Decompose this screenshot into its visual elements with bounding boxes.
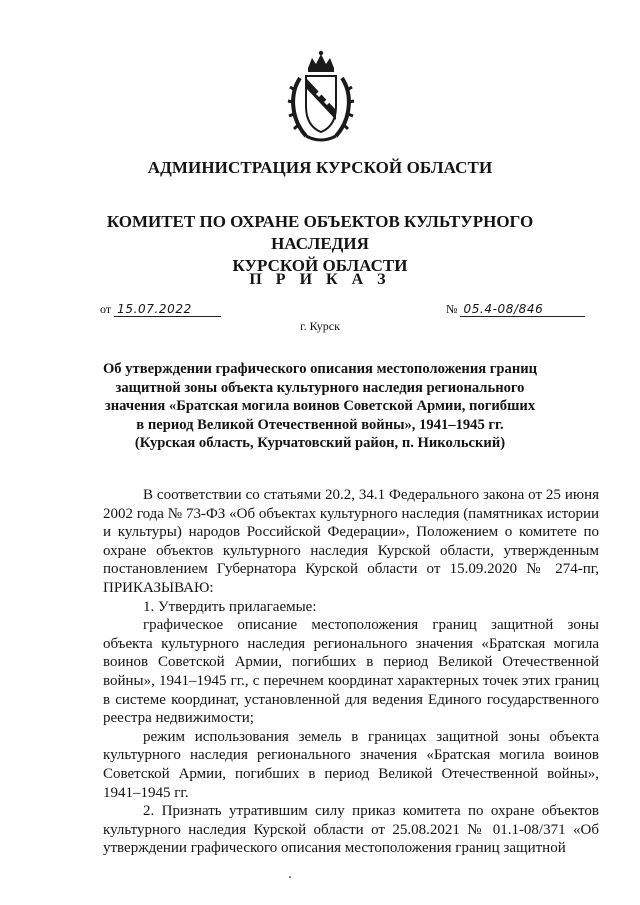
- body-paragraph: графическое описание местоположения границ защитной зоны объекта культурного наследия регионального значения «Братская могила воинов Советской Армии, погибших в период Великой Отечественной войны», 1941–1945 гг., с перечнем координат характерных точек этих границ в системе координат, установленной для ведения Единого государственного реестра недвижимости;: [103, 617, 599, 727]
- subject-line: в период Великой Отечественной войны», 1941–1945 гг.: [136, 416, 504, 433]
- committee-title-line2: КУРСКОЙ ОБЛАСТИ: [232, 256, 408, 275]
- document-date: [100, 302, 221, 317]
- document-body: [103, 486, 599, 858]
- subject-line: Об утверждении графического описания местоположения границ: [102, 361, 538, 377]
- body-paragraph: режим использования земель в границах защитной зоны объекта культурного наследия регионального значения «Братская могила воинов Советской Армии, погибших в период Великой Отечественной войны», 1941–1945 гг.: [103, 728, 599, 801]
- number-prefix: №: [446, 302, 458, 316]
- subject-line: (Курская область, Курчатовский район, п. Никольский): [134, 435, 506, 451]
- document-subject: [80, 360, 560, 453]
- body-paragraph: 2. Признать утратившим силу приказ комитета по охране объектов культурного наследия Курской области от 25.08.2021 № 01.1-08/371 «Об утверждении графического описания местоположения границ защитной: [103, 803, 599, 857]
- scan-speck: [289, 876, 291, 878]
- body-paragraph: 1. Утвердить прилагаемые:: [143, 598, 317, 615]
- document-number: [446, 302, 585, 317]
- kursk-coat-of-arms-icon: [286, 48, 356, 146]
- committee-title: [60, 211, 580, 277]
- city: г. Курск: [300, 319, 340, 333]
- number-value: 05.4-08/846: [460, 302, 585, 317]
- body-paragraph: В соответствии со статьями 20.2, 34.1 Федерального закона от 25 июня 2002 года № 73-ФЗ «Об объектах культурного наследия (памятниках истории и культуры) народов Российской Федерации», Положением о комитете по охране объектов культурного наследия Курской области, утвержденным постановлением Губернатора Курской области от 15.09.2020 № 274-пг, ПРИКАЗЫВАЮ:: [103, 487, 599, 596]
- subject-line: значения «Братская могила воинов Советской Армии, погибших: [104, 398, 536, 414]
- subject-line: защитной зоны объекта культурного наследия регионального: [115, 379, 525, 396]
- document-type: П Р И К А З: [249, 271, 391, 288]
- date-prefix: от: [100, 302, 112, 316]
- committee-title-line1: КОМИТЕТ ПО ОХРАНЕ ОБЪЕКТОВ КУЛЬТУРНОГО НАСЛЕДИЯ: [106, 212, 534, 253]
- administration-title: АДМИНИСТРАЦИЯ КУРСКОЙ ОБЛАСТИ: [147, 158, 493, 177]
- date-value: 15.07.2022: [114, 302, 221, 317]
